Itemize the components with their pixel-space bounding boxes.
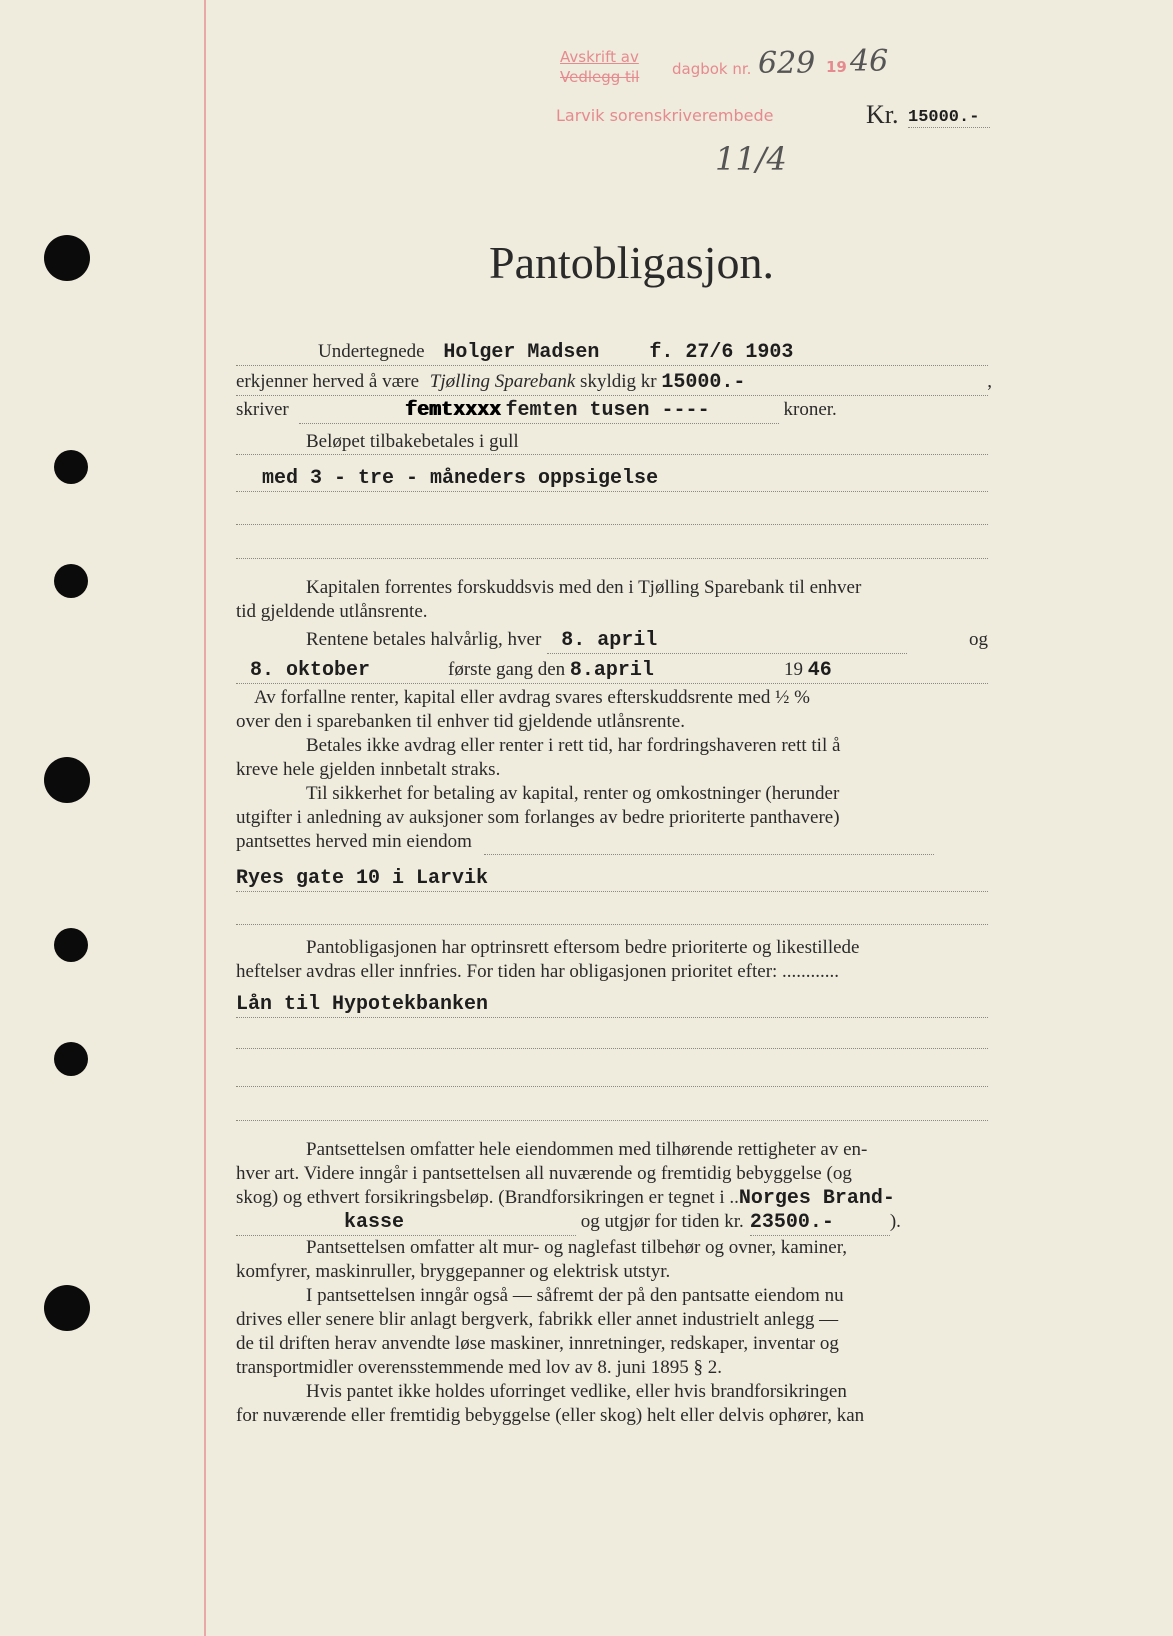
blank-line — [236, 1096, 988, 1121]
blank-line — [236, 534, 988, 559]
text: Til sikkerhet for betaling av kapital, renter og omkostninger (herunder — [306, 783, 840, 804]
amount: 15000.- — [908, 108, 990, 128]
insured-amount: 23500.- — [749, 1211, 834, 1234]
label: skriver — [236, 399, 289, 420]
punch-hole — [44, 757, 90, 803]
stamp-line1: Avskrift av — [560, 48, 639, 66]
label: og — [969, 629, 988, 650]
first-payment-date: 8.april — [569, 659, 654, 682]
year-prefix: 19 — [826, 58, 847, 76]
text: Betales ikke avdrag eller renter i rett tid, har fordringshaveren rett til å — [306, 735, 841, 756]
blank-line — [236, 1024, 988, 1049]
text: tid gjeldende utlånsrente. — [236, 601, 428, 622]
hand-note: 11/4 — [715, 140, 787, 178]
interest-date-2: 8. oktober — [250, 659, 371, 682]
text: over den i sparebanken til enhver tid gjeldende utlånsrente. — [236, 711, 685, 732]
text: I pantsettelsen inngår også — såfremt der på den pantsatte eiendom nu — [306, 1285, 844, 1306]
blank-line — [236, 900, 988, 925]
text: drives eller senere blir anlagt bergverk, fabrikk eller annet industrielt anlegg — — [236, 1309, 839, 1330]
text: pantsettes herved min eiendom — [236, 831, 472, 852]
text: hver art. Videre inngår i pantsettelsen all nuværende og fremtidig bebyggelse (og — [236, 1163, 852, 1184]
punch-hole — [44, 1285, 90, 1331]
label: skyldig kr — [580, 371, 657, 392]
property-address: Ryes gate 10 i Larvik — [236, 867, 489, 890]
amount-in-words: femten tusen ---- — [505, 399, 710, 422]
year-suffix: 46 — [850, 44, 889, 79]
text: Pantobligasjonen har optrinsrett eftersom bedre prioriterte og likestillede — [306, 937, 860, 958]
dagbok-number: 629 — [758, 46, 816, 81]
text: skog) og ethvert forsikringsbeløp. (Brandforsikringen er tegnet i .. — [236, 1187, 739, 1208]
stamp-dagbok: dagbok nr. — [672, 60, 752, 78]
punct: , — [987, 371, 992, 392]
label: Rentene betales halvårlig, hver — [306, 629, 542, 650]
repayment-terms: med 3 - tre - måneders oppsigelse — [262, 467, 659, 490]
insurer-cont: kasse — [344, 1211, 405, 1234]
debtor-name: Holger Madsen — [443, 341, 600, 364]
text: Av forfallne renter, kapital eller avdrag svares efterskuddsrente med ½ % — [254, 687, 810, 708]
office-stamp: Larvik sorenskriverembede — [556, 106, 774, 125]
punch-hole — [54, 450, 88, 484]
punch-hole — [54, 928, 88, 962]
label: Beløpet tilbakebetales i gull — [306, 431, 519, 452]
punch-hole — [54, 564, 88, 598]
punct: ). — [889, 1211, 901, 1232]
struck-text: femtxxxx — [404, 399, 501, 422]
label: første gang den — [448, 659, 566, 680]
text: Pantsettelsen omfatter hele eiendommen med tilhørende rettigheter av en- — [306, 1139, 868, 1160]
blank-line — [236, 500, 988, 525]
label: og utgjør for tiden kr. — [580, 1211, 744, 1232]
interest-date-1: 8. april — [561, 629, 658, 652]
birth-date: f. 27/6 1903 — [649, 341, 794, 364]
label: kroner. — [783, 399, 837, 420]
text: for nuværende eller fremtidig bebyggelse (eller skog) helt eller delvis ophører, kan — [236, 1405, 865, 1426]
text: Kapitalen forrentes forskuddsvis med den i Tjølling Sparebank til enhver — [306, 577, 862, 598]
first-payment-year: 46 — [807, 659, 832, 682]
creditor: Tjølling Sparebank — [429, 371, 576, 392]
text: de til driften herav anvendte løse maskiner, innretninger, redskaper, inventar og — [236, 1333, 839, 1354]
label: erkjenner herved å være — [236, 371, 420, 392]
priority-entry: Lån til Hypotekbanken — [236, 993, 489, 1016]
label: 19 — [783, 659, 803, 680]
text: transportmidler overensstemmende med lov av 8. juni 1895 § 2. — [236, 1357, 722, 1378]
punch-hole — [54, 1042, 88, 1076]
text: Pantsettelsen omfatter alt mur- og naglefast tilbehør og ovner, kaminer, — [306, 1237, 848, 1258]
debt-amount: 15000.- — [661, 371, 746, 394]
text: komfyrer, maskinruller, bryggepanner og elektrisk utstyr. — [236, 1261, 671, 1282]
insurer: Norges Brand- — [738, 1187, 895, 1210]
page-title: Pantobligasjon. — [489, 237, 774, 288]
label: Undertegnede — [318, 341, 425, 362]
stamp-line2: Vedlegg til — [560, 68, 640, 86]
text: Hvis pantet ikke holdes uforringet vedlike, eller hvis brandforsikringen — [306, 1381, 847, 1402]
text: utgifter i anledning av auksjoner som forlanges av bedre prioriterte panthavere) — [236, 807, 840, 828]
blank-line — [236, 1062, 988, 1087]
kr-label: Kr. — [866, 100, 899, 129]
text: kreve hele gjelden innbetalt straks. — [236, 759, 501, 780]
text: heftelser avdras eller innfries. For tiden har obligasjonen prioritet efter: ............ — [236, 961, 840, 982]
